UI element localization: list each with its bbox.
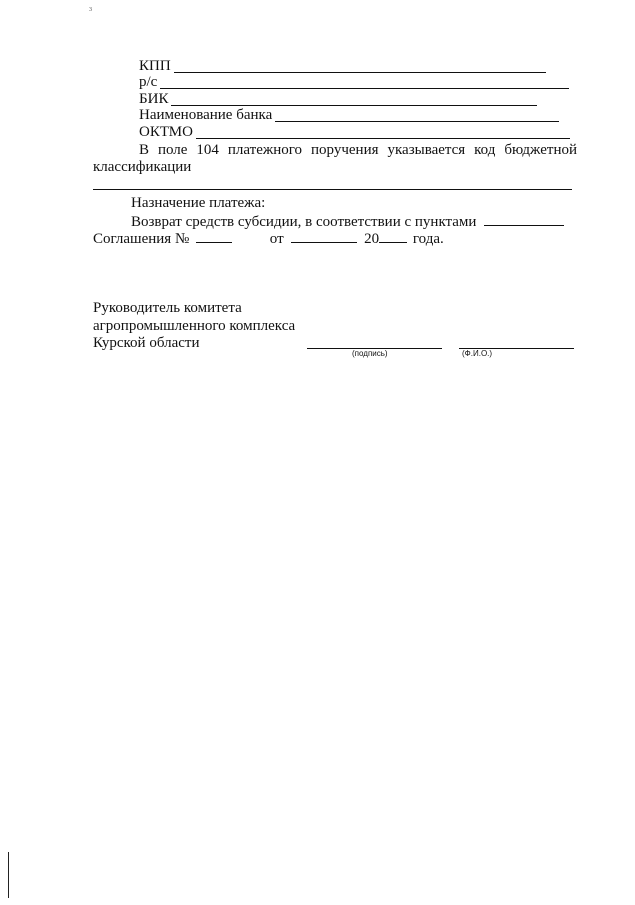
agreement-number-blank xyxy=(196,229,232,243)
account-label: р/с xyxy=(139,74,158,90)
purpose-line1-text: Возврат средств субсидии, в соответствии с пунктами xyxy=(131,214,477,230)
oktmo-blank xyxy=(196,125,570,139)
year-prefix: 20 xyxy=(364,231,380,247)
kpp-label: КПП xyxy=(139,58,171,74)
kbk-code-rule xyxy=(93,189,572,190)
kbk-note-line1: В поле 104 платежного поручения указывается код бюджетной xyxy=(139,142,577,158)
page-number: 3 xyxy=(89,7,92,13)
bank-name-label: Наименование банка xyxy=(139,107,273,123)
signature-caption: (подпись) xyxy=(352,349,388,358)
agreement-line xyxy=(93,229,444,248)
kpp-field xyxy=(139,58,546,75)
account-field xyxy=(139,74,569,91)
year-blank xyxy=(379,229,407,243)
name-caption: (Ф.И.О.) xyxy=(462,349,493,358)
oktmo-label: ОКТМО xyxy=(139,124,193,140)
agreement-label: Соглашения № xyxy=(93,231,190,247)
signatory-line2: агропромышленного комплекса xyxy=(93,318,296,334)
signatory-line3: Курской области xyxy=(93,335,200,351)
kpp-blank xyxy=(174,59,546,73)
account-blank xyxy=(160,75,569,89)
year-suffix: года. xyxy=(412,231,444,247)
kbk-note-line2: классификации xyxy=(93,159,192,175)
signatory-line1: Руководитель комитета xyxy=(93,300,242,316)
bank-name-field xyxy=(139,107,559,124)
purpose-heading: Назначение платежа: xyxy=(131,195,266,211)
margin-mark xyxy=(8,852,9,898)
bik-blank xyxy=(171,92,537,106)
oktmo-field xyxy=(139,124,570,141)
clauses-blank xyxy=(484,212,564,226)
bank-name-blank xyxy=(275,108,559,122)
bik-field xyxy=(139,91,537,108)
bik-label: БИК xyxy=(139,91,169,107)
from-label: от xyxy=(269,231,284,247)
date-blank xyxy=(291,229,357,243)
